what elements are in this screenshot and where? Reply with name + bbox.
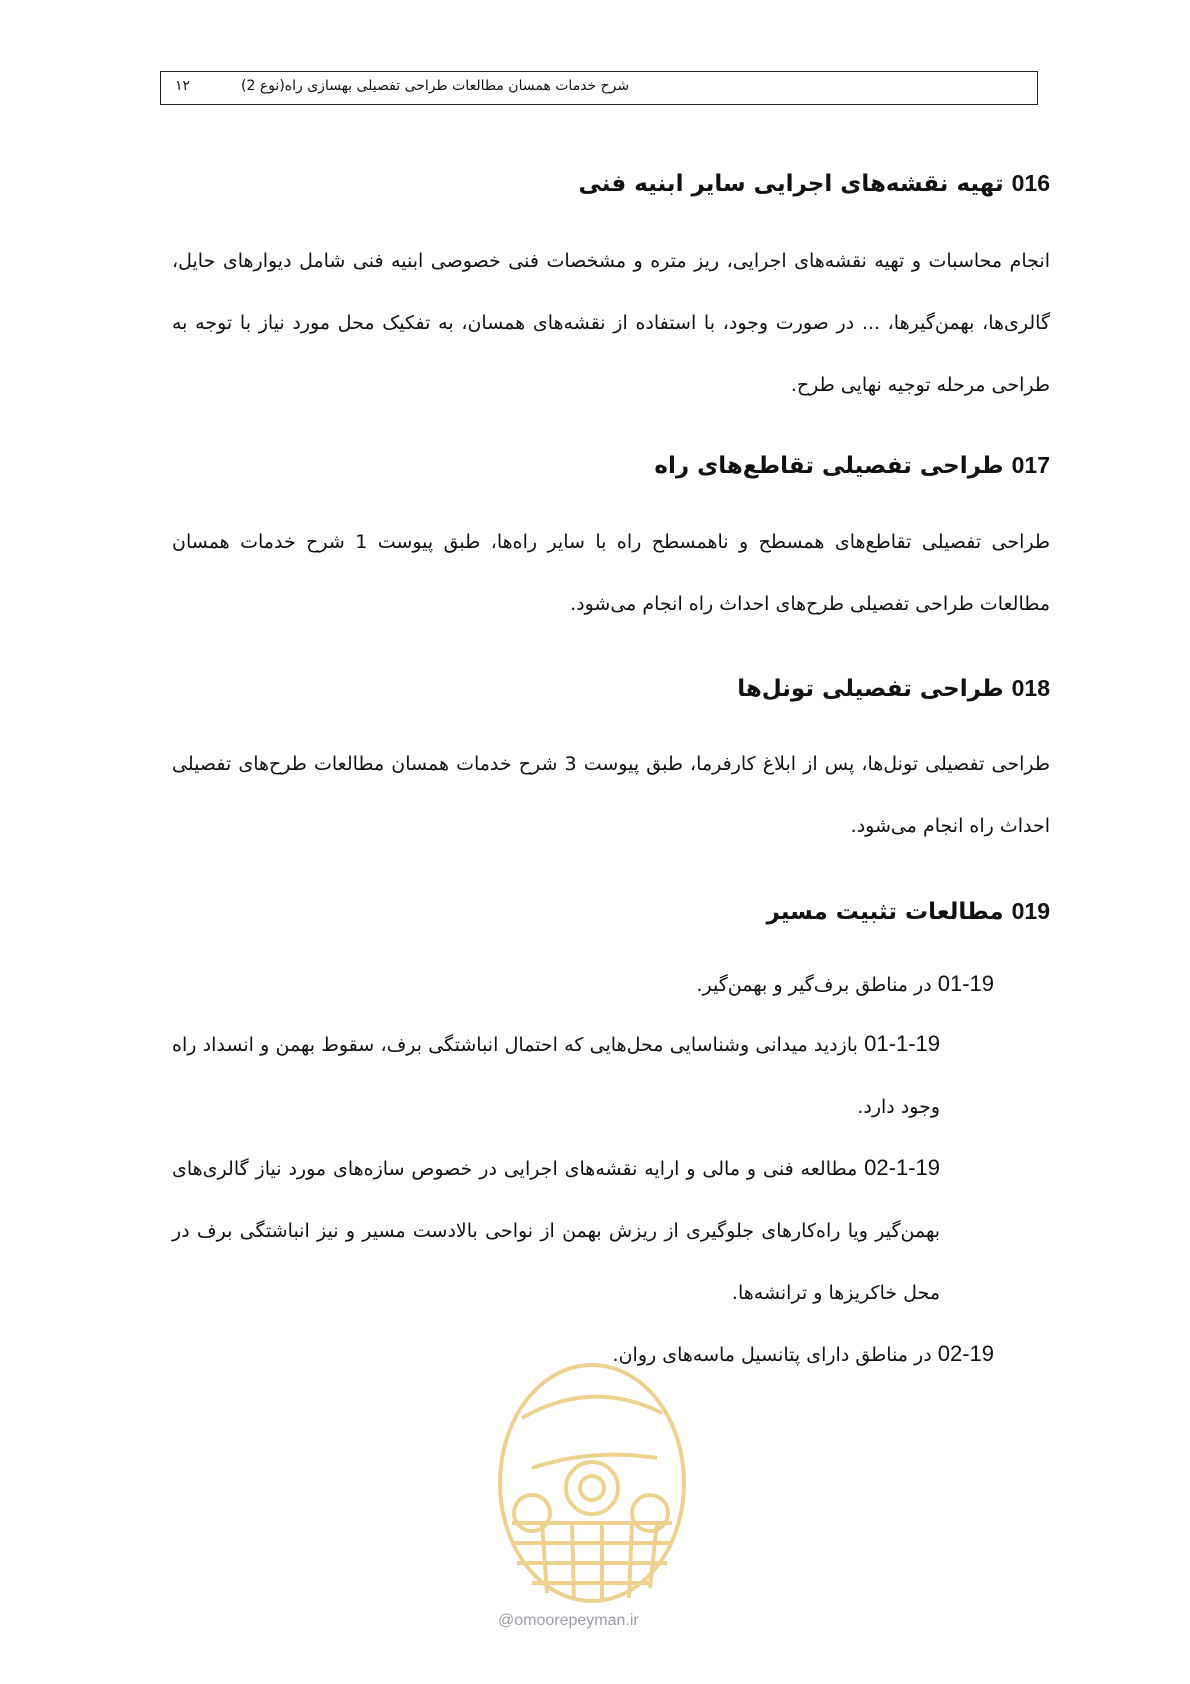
section-body-016: انجام محاسبات و تهیه نقشه‌های اجرایی، ریز متره و مشخصات فنی خصوصی ابنیه فنی شامل دیوارهای حایل، گالری‌ها، بهمن‌گیرها، ... در صورت وجود، با استفاده از نقشه‌های همسان، به تفکیک محل مورد نیاز با توجه به طراحی مرحله توجیه نهایی طرح.	[172, 250, 1050, 396]
page-header	[160, 71, 1038, 105]
section-title: مطالعات تثبیت مسیر	[766, 899, 1004, 925]
item-text: در مناطق برف‌گیر و بهمن‌گیر.	[696, 974, 932, 996]
section-body-017: طراحی تفصیلی تقاطع‌های همسطح و ناهمسطح راه با سایر راه‌ها، طبق پیوست 1 شرح خدمات همسان مطالعات طراحی تفصیلی طرح‌های احداث راه انجام می‌شود.	[172, 531, 1050, 615]
item-text: در مناطق دارای پتانسیل ماسه‌های روان.	[612, 1344, 932, 1366]
watermark-logo	[492, 1358, 692, 1608]
item-code: 02-19	[937, 1341, 994, 1366]
page-number: ۱۲	[175, 78, 191, 94]
section-title: تهیه نقشه‌های اجرایی سایر ابنیه فنی	[578, 171, 1004, 197]
section-code: 016	[1011, 170, 1050, 196]
section-code: 017	[1011, 452, 1050, 478]
item-code: 01-1-19	[864, 1031, 940, 1056]
section-code: 019	[1011, 898, 1050, 924]
section-heading-017	[172, 452, 1050, 479]
list-item	[172, 953, 994, 1016]
item-code: 01-19	[937, 971, 994, 996]
section-title: طراحی تفصیلی تقاطع‌های راه	[654, 453, 1004, 479]
section-body-018: طراحی تفصیلی تونل‌ها، پس از ابلاغ کارفرما، طبق پیوست 3 شرح خدمات همسان مطالعات طرح‌های تفصیلی احداث راه انجام می‌شود.	[172, 753, 1050, 837]
watermark-url: @omoorepeyman.ir	[498, 1612, 639, 1629]
list-item	[172, 1013, 940, 1138]
item-text: مطالعه فنی و مالی و ارایه نقشه‌های اجرایی در خصوص سازه‌های مورد نیاز گالری‌های بهمن‌گیر ویا راه‌کارهای جلوگیری از ریزش بهمن از نواحی بالادست مسیر و نیز انباشتگی برف در محل خاکریزها و ترانشه‌ها.	[172, 1158, 940, 1304]
list-item	[172, 1137, 940, 1324]
section-heading-018	[172, 675, 1050, 702]
item-code: 02-1-19	[864, 1155, 940, 1180]
section-code: 018	[1011, 675, 1050, 701]
section-heading-016	[172, 170, 1050, 197]
item-text: بازدید میدانی وشناسایی محل‌هایی که احتمال انباشتگی برف، سقوط بهمن و انسداد راه وجود دارد.	[172, 1034, 940, 1118]
at-icon: @	[498, 1612, 515, 1629]
header-title: شرح خدمات همسان مطالعات طراحی تفصیلی بهسازی راه(نوع 2)	[241, 78, 630, 94]
section-heading-019	[172, 898, 1050, 925]
section-title: طراحی تفصیلی تونل‌ها	[737, 676, 1004, 702]
